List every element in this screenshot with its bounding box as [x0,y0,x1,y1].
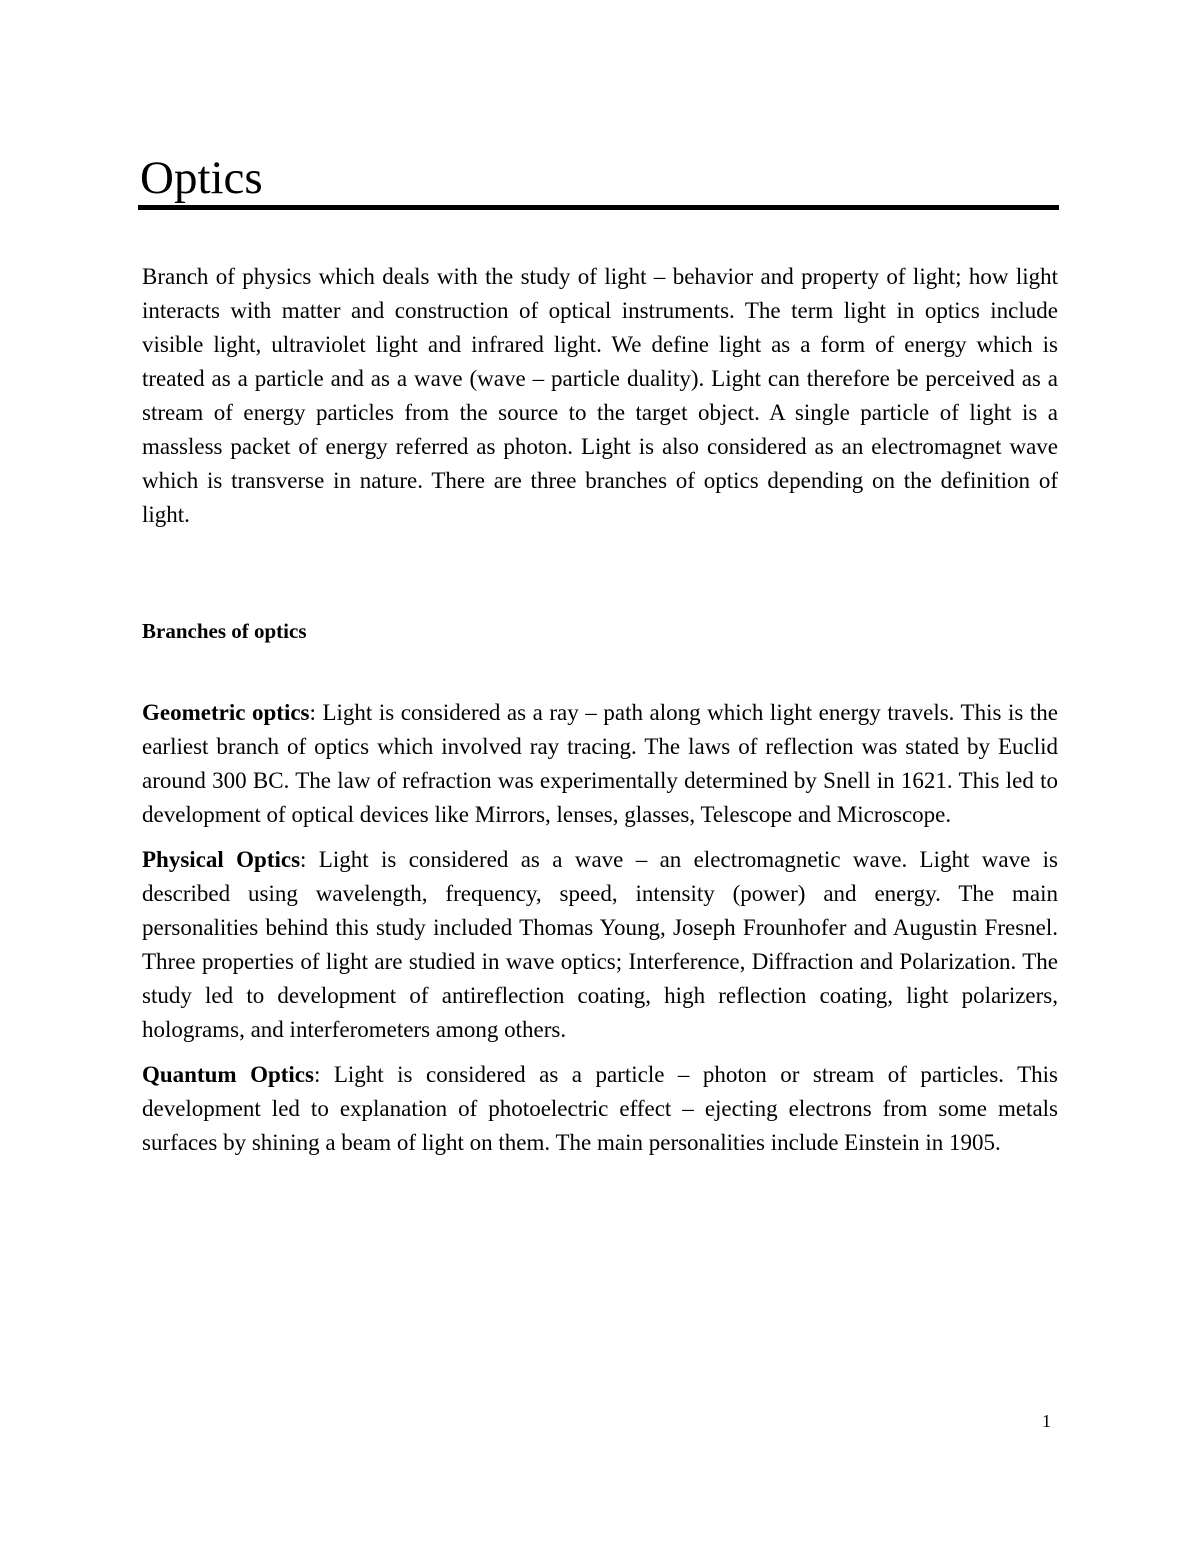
section-heading: Branches of optics [142,619,307,643]
title-underline [138,205,1059,210]
branch-text: : Light is considered as a ray – path along which light energy travels. This is the earliest branch of optics which involved ray tracing. The laws of reflection was stated by Euclid around 300 BC. The law of refraction was experimentally determined by Snell in 1621. This led to development of optical devices like Mirrors, lenses, glasses, Telescope and Microscope. [142,700,1058,827]
branch-term: Geometric optics [142,700,310,725]
page-title: Optics [140,152,263,204]
branch-paragraph-physical [142,843,1058,1047]
intro-paragraph: Branch of physics which deals with the study of light – behavior and property of light; how light interacts with matter and construction of optical instruments. The term light in optics include visible light, ultraviolet light and infrared light. We define light as a form of energy which is treated as a particle and as a wave (wave – particle duality). Light can therefore be perceived as a stream of energy particles from the source to the target object. A single particle of light is a massless packet of energy referred as photon. Light is also considered as an electromagnet wave which is transverse in nature. There are three branches of optics depending on the definition of light. [142,264,1058,527]
branch-paragraph-quantum [142,1058,1058,1160]
branch-text: : Light is considered as a particle – photon or stream of particles. This development led to explanation of photoelectric effect – ejecting electrons from some metals surfaces by shining a beam of light on them. The main personalities include Einstein in 1905. [142,1062,1058,1155]
branch-paragraph-geometric [142,696,1058,832]
branch-term: Physical Optics [142,847,301,872]
page-number: 1 [1042,1411,1051,1431]
branch-term: Quantum Optics [142,1062,314,1087]
branch-text: : Light is considered as a wave – an electromagnetic wave. Light wave is described using wavelength, frequency, speed, intensity (power) and energy. The main personalities behind this study included Thomas Young, Joseph Frounhofer and Augustin Fresnel. Three properties of light are studied in wave optics; Interference, Diffraction and Polarization. The study led to development of antireflection coating, high reflection coating, light polarizers, holograms, and interferometers among others. [142,847,1059,1042]
document-body [142,260,1058,1160]
